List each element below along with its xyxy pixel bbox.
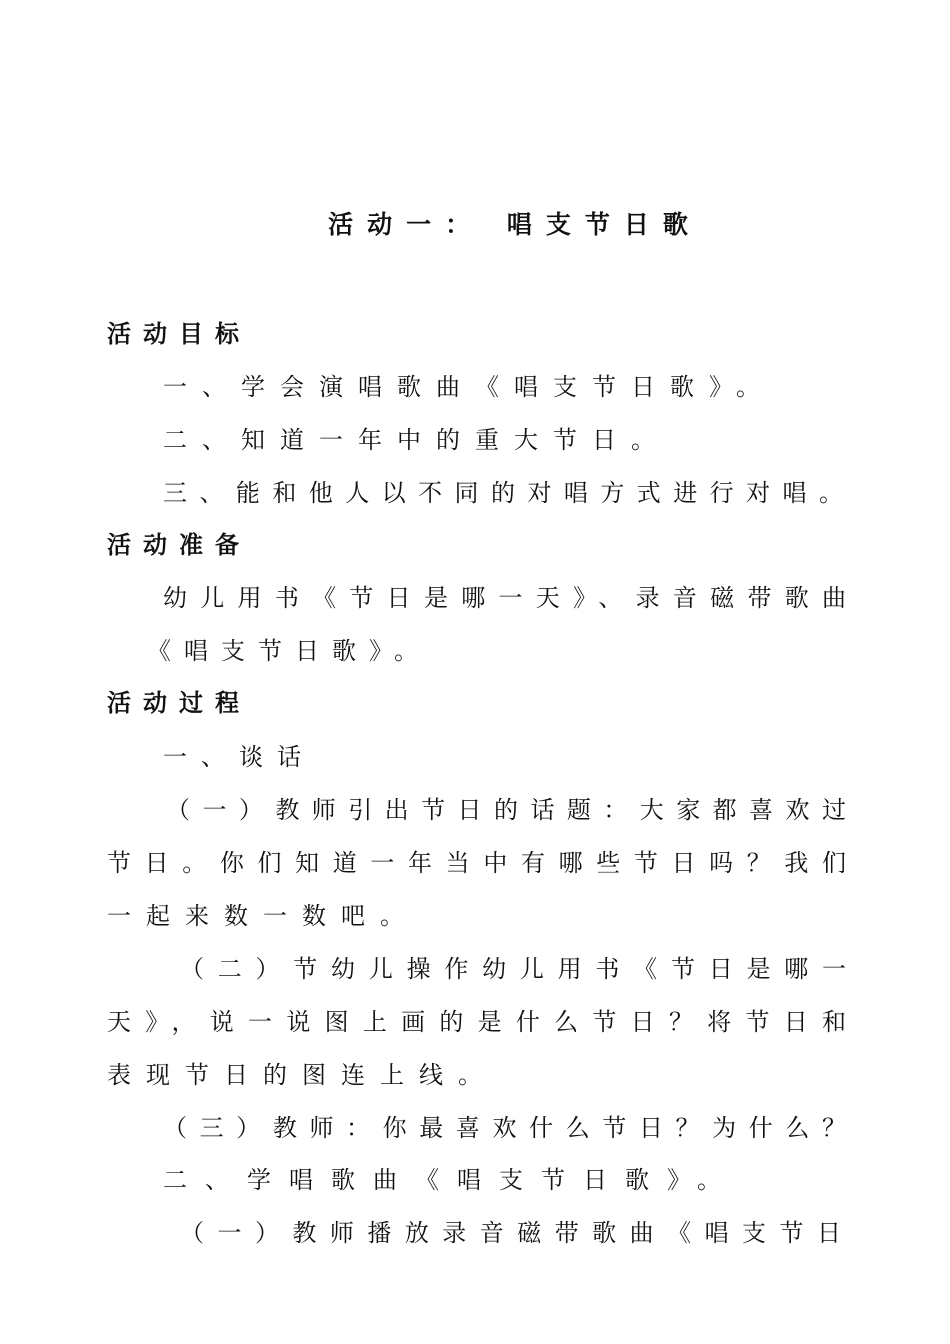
process-line: （三）教师：你最喜欢什么节日？为什么？ — [163, 1114, 846, 1142]
process-line: 表现节日的图连上线。 — [107, 1061, 497, 1089]
section-heading-preparation: 活动准备 — [107, 530, 251, 559]
process-line: （二）节幼儿操作幼儿用书《节日是哪一 — [180, 955, 846, 983]
process-line: 节日。你们知道一年当中有哪些节日吗？我们 — [107, 849, 846, 877]
goal-item: 一、学会演唱歌曲《唱支节日歌》。 — [163, 373, 775, 401]
document-title: 活动一： 唱支节日歌 — [328, 210, 702, 239]
process-line: 一、谈话 — [163, 743, 315, 771]
process-line: 二、学唱歌曲《唱支节日歌》。 — [163, 1166, 739, 1194]
process-line: 天》，说一说图上画的是什么节日？将节日和 — [107, 1008, 846, 1036]
preparation-line: 《唱支节日歌》。 — [147, 637, 431, 665]
section-heading-goals: 活动目标 — [107, 319, 251, 348]
preparation-line: 幼儿用书《节日是哪一天》、录音磁带歌曲 — [163, 584, 846, 612]
process-line: 一起来数一数吧。 — [107, 902, 419, 930]
process-line: （一）教师播放录音磁带歌曲《唱支节日 — [180, 1219, 841, 1247]
process-line: （一）教师引出节日的话题：大家都喜欢过 — [166, 796, 846, 824]
goal-item: 三、能和他人以不同的对唱方式进行对唱。 — [163, 479, 843, 507]
goal-item: 二、知道一年中的重大节日。 — [163, 426, 670, 454]
section-heading-process: 活动过程 — [107, 688, 251, 717]
